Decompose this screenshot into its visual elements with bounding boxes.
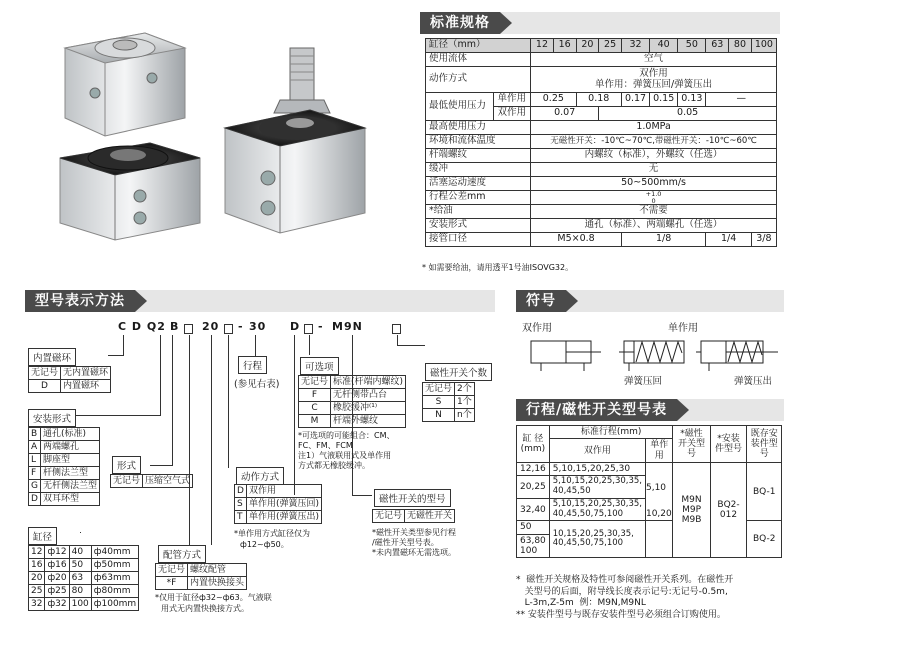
symbol-single-label: 单作用 [668,323,698,334]
model-banner [25,290,495,312]
stroke-table: 缸 径 (mm) 标准行程(mm) *磁性开关型号 *安装件型号 既存安装件型号 双作用 单作用 12,16 5,10,15,20,25,30 5,10 10,20 M9N M9P M9B BQ2-012 BQ-1 20,25 5,10,15,20,25,30,35, 40,45,50 32,40 5,10,15,20,25,30,35, 40,45,50,75,100 50 10,15,20,25,30,35, 40,45,50,75,100 BQ-2 63,80 100 [516,425,782,558]
stroke-label: 行程 [238,356,267,374]
piping-label: 配管方式 [158,545,206,563]
table-row: S 单作用(弹簧压回) [235,498,322,511]
double-acting-symbol [531,341,601,371]
table-row: 25 ф25 80 ф80mm [29,585,139,598]
table-row: C 橡胶缓冲⁽¹⁾ [299,402,406,415]
magnet-table: 无记号 无内置磁环 D 内置磁环 [28,366,111,393]
switch-count-table [422,382,475,422]
spec-row: 使用流体 空气 [426,53,777,67]
model-title: 型号表示方法 [25,290,135,312]
table-row: 32 ф32 100 ф100mm [29,598,139,611]
symbol-double-label: 双作用 [522,323,552,334]
stroke-sub: (参见右表) [234,379,280,390]
switch-model-table: 无记号 无磁性开关 [372,509,455,523]
piping-note: *仅用于缸径ф32~ф63。气液联 用式无内置快换接方式。 [155,593,272,613]
table-row: 20 ф20 63 ф63mm [29,572,139,585]
spec-row: 环境和流体温度 无磁性开关：-10℃~70℃,带磁性开关：-10℃~60℃ [426,135,777,149]
symbol-title: 符号 [516,290,566,312]
code-slot [184,322,193,335]
symbol-return-label: 弹簧压回 [624,376,663,387]
table-row: L 脚座型 [29,454,100,467]
table-row: 50 10,15,20,25,30,35, 40,45,50,75,100 BQ-2 [517,521,782,534]
table-row: D 双耳环型 [29,493,100,506]
spec-row: 接管口径 M5×0.8 1/8 1/4 3/8 [426,233,777,247]
spec-row: 最低使用压力 单作用 0.25 0.18 0.17 0.15 0.13 — [426,93,777,107]
spec-note: * 如需要给油，请用透平1号油ISOVG32。 [422,263,574,272]
spec-row: *给油 不需要 [426,205,777,219]
shape-label: 形式 [112,456,141,474]
table-row: 12,16 5,10,15,20,25,30 5,10 10,20 M9N M9P M9B BQ2-012 BQ-1 [517,463,782,476]
piping-table: 无记号 螺纹配管 *F 内置快换接头 [155,563,247,590]
table-row: T 单作用(弹簧压出) [235,511,322,524]
spec-row: 活塞运动速度 50~500mm/s [426,177,777,191]
table-row: 63,80 100 [517,534,782,558]
spec-row: 动作方式 双作用 单作用：弹簧压回/弹簧压出 [426,67,777,93]
table-row: D 双作用 [235,485,322,498]
option-label: 可选项 [300,357,339,375]
code-slot [304,322,313,335]
table-row: A 两端螺孔 [29,441,100,454]
table-row: G 无杆侧法兰型 [29,480,100,493]
symbol-extend-label: 弹簧压出 [734,376,773,387]
option-table [298,375,406,428]
table-row: B 通孔(标准) [29,428,100,441]
option-note: *可选项的可能组合：CM、 FC、FM、FCM 注1）气液联用式及单作用 方式都无橡胶缓冲。 [298,431,395,470]
table-row: 12 ф12 40 ф40mm [29,546,139,559]
spec-row: 行程公差mm +1.0 0 [426,191,777,205]
table-row: 无记号 2个 [423,383,475,396]
stroke-title: 行程/磁性开关型号表 [516,399,677,421]
code-slot [392,322,401,335]
table-row: S 1个 [423,396,475,409]
cylinder-large [60,143,200,240]
shape-table: 无记号 压缩空气式 [110,474,193,488]
spec-row: 缓冲 无 [426,163,777,177]
spec-row: 杆端螺纹 内螺纹（标准），外螺纹（任选） [426,149,777,163]
spec-table [425,38,777,247]
switch-model-note: *磁性开关类型参见行程 /磁性开关型号表。 *未内置磁环无需选项。 [372,528,456,557]
spec-row: 安装形式 通孔（标准）、两端螺孔（任选） [426,219,777,233]
table-row: 20,25 5,10,15,20,25,30,35, 40,45,50 [517,476,782,499]
magnet-label: 内置磁环 [28,348,76,366]
symbol-banner [516,290,784,312]
stroke-header: 缸 径 (mm) 标准行程(mm) *磁性开关型号 *安装件型号 既存安装件型号 [517,426,782,439]
mount-table [28,427,100,506]
action-table [234,484,322,524]
spring-return-symbol [619,341,684,371]
code-slot [224,322,233,335]
cylinder-with-rod [225,48,365,233]
table-row: N n个 [423,409,475,422]
pneumatic-symbols [516,333,786,373]
spec-header-row: 缸径（mm） 12 16 20 25 32 40 50 63 80 100 [426,39,777,53]
table-row: M 杆端外螺纹 [299,415,406,428]
switch-model-label: 磁性开关的型号 [374,489,451,507]
action-label: 动作方式 [236,467,284,485]
bore-table [28,545,139,611]
stroke-banner [516,399,784,421]
table-row: 16 ф16 50 ф50mm [29,559,139,572]
spec-row: 最高使用压力 1.0MPa [426,121,777,135]
switch-count-label: 磁性开关个数 [425,363,492,381]
table-row: 32,40 5,10,15,20,25,30,35, 40,45,50,75,100 [517,498,782,521]
spring-extend-symbol [696,341,778,371]
cylinder-small [65,33,185,136]
bore-label: 缸径 [28,527,57,545]
mount-label: 安装形式 [28,409,76,427]
stroke-notes: * 磁性开关规格及特性可参阅磁性开关系列。在磁性开 关型号的后面，附导线长度表示记号:无记号-0.5m, L-3m,Z-5m 例：M9N,M9NL ** 安装件型号与既存安装件型号必须组合订购使用。 [516,575,734,621]
table-row: 无记号 标准(杆端内螺纹) [299,376,406,389]
spec-banner [420,12,780,34]
table-row: F 杆侧法兰型 [29,467,100,480]
product-photo [40,18,380,243]
spec-row: 双作用 0.07 0.05 [426,107,777,121]
table-row: F 无杆侧带凸台 [299,389,406,402]
action-note: *单作用方式缸径仅为 ф12~ф50。 [234,529,310,549]
spec-title: 标准规格 [420,12,500,34]
